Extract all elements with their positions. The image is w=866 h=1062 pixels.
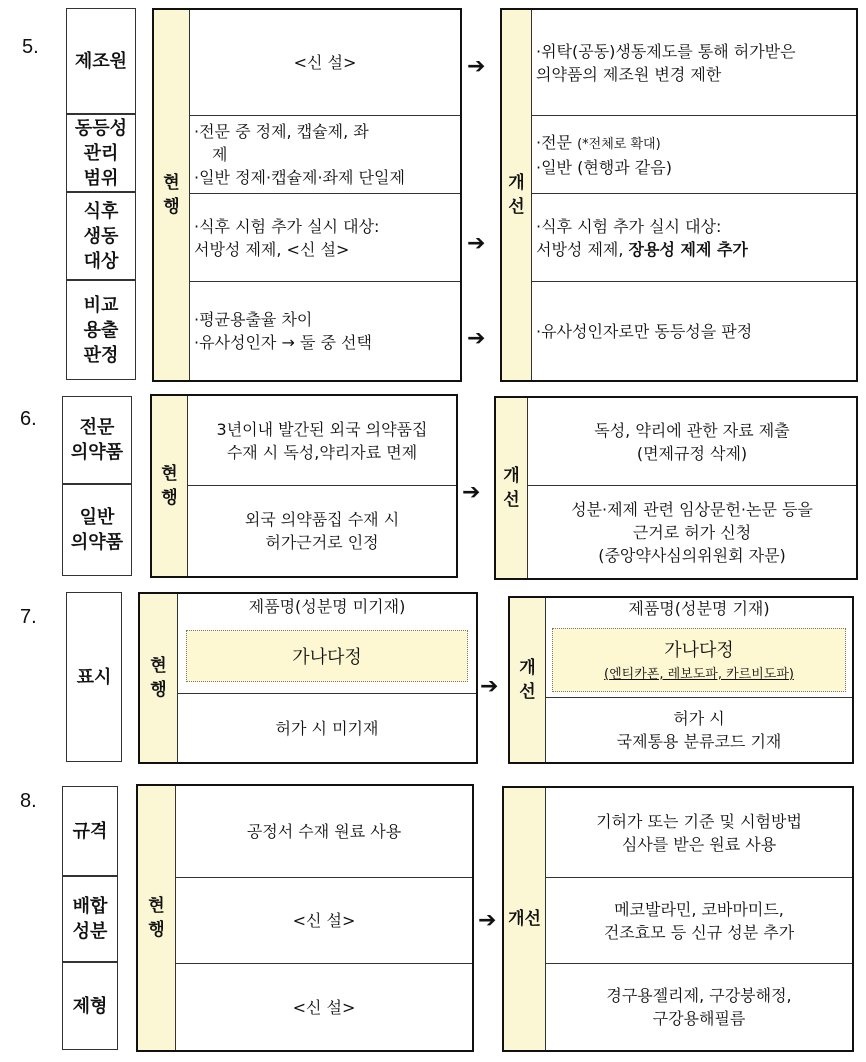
label-ingredients: 배합 성분	[62, 876, 118, 962]
s8-current-row-1: 공정서 수재 원료 사용	[176, 786, 472, 878]
s5-improved-row-4: ·유사성인자로만 동등성을 판정	[536, 321, 753, 341]
s6-improved-row-2: 성분·제제 관련 임상문헌·논문 등을 근거로 허가 신청 (중앙약사심의위원회 자문)	[571, 499, 813, 565]
s5-current-label: 현 행	[154, 10, 190, 380]
s7-current-product-caption: 제품명(성분명 미기재)	[248, 597, 406, 616]
s7-current-label: 현 행	[140, 594, 178, 762]
s6-current-row-2: 외국 의약품집 수재 시 허가근거로 인정	[244, 510, 400, 552]
s7-improved-row-1	[546, 598, 852, 698]
s5-current-row-4: ·평균용출율 차이 ·유사성인자 → 둘 중 선택	[194, 310, 372, 352]
s7-ingredients: (엔티카폰, 레보도파, 카르비도파)	[604, 666, 794, 682]
arrow-right-icon: ➔	[467, 54, 486, 79]
arrow-right-icon: ➔	[467, 326, 486, 351]
s8-current-label: 현 행	[138, 786, 176, 1050]
label-specification: 규격	[62, 786, 118, 876]
label-otc-drug: 일반 의약품	[62, 484, 132, 576]
section-8-number: 8.	[20, 790, 37, 812]
label-dissolution-comparison: 비교 용출 판정	[66, 280, 136, 380]
s7-improved-product-caption: 제품명(성분명 기재)	[628, 599, 770, 618]
s5-current-row-2: ·전문 중 정제, 캡슐제, 좌 제 ·일반 정제·캡슐제·좌제 단일제	[190, 116, 460, 194]
s6-current-row-1: 3년이내 발간된 외국 의약품집 수재 시 독성,약리자료 면제	[188, 396, 456, 486]
section-7-number: 7.	[20, 606, 37, 628]
s6-improved-box	[494, 396, 858, 580]
s7-improved-label: 개 선	[510, 598, 546, 762]
s5-improved-row-3: ·식후 시험 추가 실시 대상: 서방성 제제, 장용성 제제 추가	[532, 194, 856, 282]
s7-current-row-2: 허가 시 미기재	[275, 718, 379, 738]
s5-improved-row-2: ·전문 (*전체로 확대) ·일반 (현행과 같음)	[532, 116, 856, 194]
s8-improved-box	[502, 786, 854, 1052]
s5-improved-row-1: ·위탁(공동)생동제도를 통해 허가받은 의약품의 제조원 변경 제한	[532, 10, 856, 116]
label-equivalence-scope: 동등성 관리 범위	[66, 114, 136, 192]
s7-improved-row-2: 허가 시 국제통용 분류코드 기재	[616, 709, 782, 751]
s8-improved-row-3: 경구용젤리제, 구강붕해정, 구강용해필름	[606, 986, 792, 1028]
s8-improved-row-2: 메코발라민, 코바마미드, 건조효모 등 신규 성분 추가	[546, 878, 852, 964]
label-labeling: 표시	[66, 592, 122, 762]
s7-improved-box	[508, 596, 854, 764]
s8-current-row-3: <신 설>	[292, 997, 356, 1017]
arrow-right-icon: ➔	[467, 231, 486, 256]
label-manufacturer: 제조원	[66, 8, 136, 114]
s5-current-row-3: ·식후 시험 추가 실시 대상: 서방성 제제, <신 설>	[190, 194, 460, 282]
s8-improved-row-1: 기허가 또는 기준 및 시험방법 심사를 받은 원료 사용	[546, 788, 852, 878]
s6-current-box	[150, 394, 458, 578]
s5-improved-label: 개 선	[502, 10, 532, 380]
arrow-right-icon: ➔	[462, 480, 481, 505]
s8-improved-label: 개선	[504, 788, 546, 1050]
s5-current-box	[152, 8, 462, 382]
s7-current-row-1	[178, 594, 476, 694]
label-dosage-form: 제형	[62, 962, 118, 1050]
s6-improved-label: 개 선	[496, 398, 528, 578]
s6-current-label: 현 행	[152, 396, 188, 576]
s8-current-row-2: <신 설>	[176, 878, 472, 964]
label-prescription-drug: 전문 의약품	[62, 396, 132, 484]
arrow-right-icon: ➔	[480, 674, 499, 699]
s6-improved-row-1: 독성, 약리에 관한 자료 제출 (면제규정 삭제)	[528, 398, 856, 486]
s8-current-box	[136, 784, 474, 1052]
s5-improved-box	[500, 8, 858, 382]
s7-improved-product-name: 가나다정 (엔티카폰, 레보도파, 카르비도파)	[552, 628, 846, 692]
s7-current-product-name: 가나다정	[186, 630, 468, 682]
s7-current-box	[138, 592, 478, 764]
section-6-number: 6.	[20, 408, 37, 430]
s5-current-row-1: <신 설>	[190, 10, 460, 116]
section-5-number: 5.	[22, 36, 39, 58]
label-fed-bioequivalence: 식후 생동 대상	[66, 192, 136, 280]
arrow-right-icon: ➔	[478, 908, 497, 933]
